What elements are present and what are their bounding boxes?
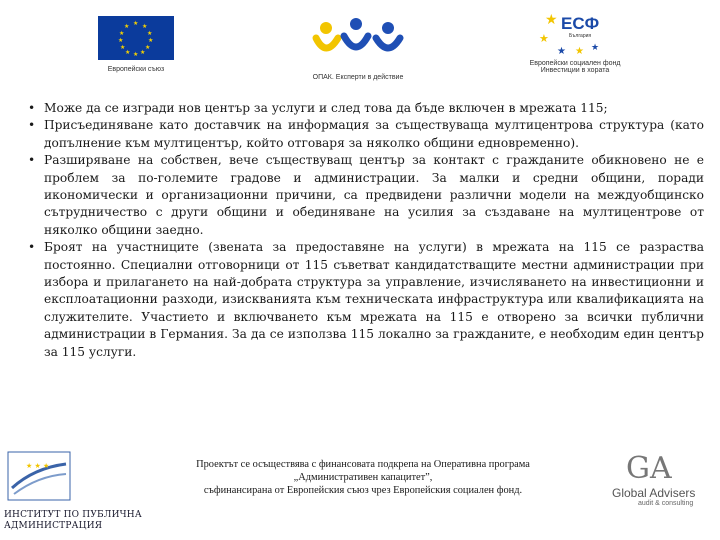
svg-text:★: ★	[539, 32, 549, 45]
ga-tagline: audit & consulting	[638, 500, 694, 507]
bullet-dot: •	[28, 240, 36, 255]
header-logos	[0, 0, 720, 90]
opak-caption: ОПАК. Експерти в действие	[312, 74, 404, 81]
project-line-3: съфинансирана от Европейския съюз чрез Европейския социален фонд.	[203, 485, 523, 496]
esf-caption-1: Европейски социален фонд	[529, 60, 621, 67]
bullet-dot: •	[28, 153, 36, 168]
institute-name-2: АДМИНИСТРАЦИЯ	[4, 521, 103, 531]
ga-letters-text: GA	[626, 451, 672, 486]
bullet-dot: •	[28, 101, 36, 115]
bullet-list	[28, 100, 704, 361]
esf-mark-text: ЕСФ	[561, 14, 600, 33]
list-item-text: Може да се изгради нов център за услуги и след това да бъде включен в мрежата 115;	[44, 101, 608, 115]
project-statement	[128, 458, 598, 497]
institute-name-1: ИНСТИТУТ ПО ПУБЛИЧНА	[4, 510, 142, 520]
institute-emblem-icon	[4, 450, 74, 502]
ga-name: Global Advisers	[612, 486, 696, 500]
opak-logo	[300, 14, 416, 81]
global-advisers-logo	[612, 451, 712, 507]
eu-flag-icon: ★ ★ ★ ★ ★ ★ ★ ★ ★ ★ ★ ★	[98, 16, 174, 60]
svg-text:★: ★	[575, 46, 584, 56]
bullet-content	[28, 100, 704, 361]
eu-caption: Европейски съюз	[107, 66, 165, 73]
svg-text:★: ★	[591, 43, 600, 53]
list-item	[28, 152, 704, 239]
list-item	[28, 239, 704, 361]
project-line-2: „Административен капацитет”,	[293, 472, 433, 483]
esf-logo	[510, 10, 640, 74]
list-item	[28, 100, 704, 117]
esf-caption-2: Инвестиции в хората	[540, 67, 610, 74]
esf-mark	[535, 10, 615, 56]
ga-letters	[626, 451, 712, 486]
esf-country: България	[569, 33, 592, 39]
list-item-text: Присъединяване като доставчик на информация за съществуваща мултицентрова структура (като допълнение към мултицентър, който отговаря за няколко общини едновременно).	[44, 118, 704, 150]
bullet-dot: •	[28, 118, 36, 133]
list-item-text: Разширяване на собствен, вече съществуващ център за контакт с гражданите обикновено не е проблем за по-големите градове и администрации. За малки и средни общини, поради икономически и организационни причини, са предвидени различни модели на междуобщинско сътрудничество с други общини и обединяване на усилия за създаване на мултицентрове от няколко общини заедно.	[44, 153, 704, 237]
svg-text:★: ★	[557, 46, 566, 56]
list-item	[28, 117, 704, 152]
opak-figures-icon	[308, 14, 408, 64]
list-item-text: Броят на участниците (звената за предоставяне на услуги) в мрежата на 115 се разраства постоянно. Специални отговорници от 115 съветват кандидатстващите местни администрации при избора и прилагането на най-добрата структура за управление, изчисляването на инвестиционни и експлоатационни разходи, изискванията към техническата инфраструктура или квалификацията на служителите. Участието и включването към мрежата на 115 е отворено за всички публични администрации в Германия. За да се използва 115 локално за гражданите, е необходим един център за 115 услуги.	[44, 240, 704, 359]
svg-text:★: ★	[545, 12, 558, 28]
eu-logo	[96, 16, 176, 73]
project-line-1: Проектът се осъществява с финансовата подкрепа на Оперативна програма	[196, 459, 530, 470]
svg-text:★ ★ ★: ★ ★ ★	[26, 462, 50, 470]
